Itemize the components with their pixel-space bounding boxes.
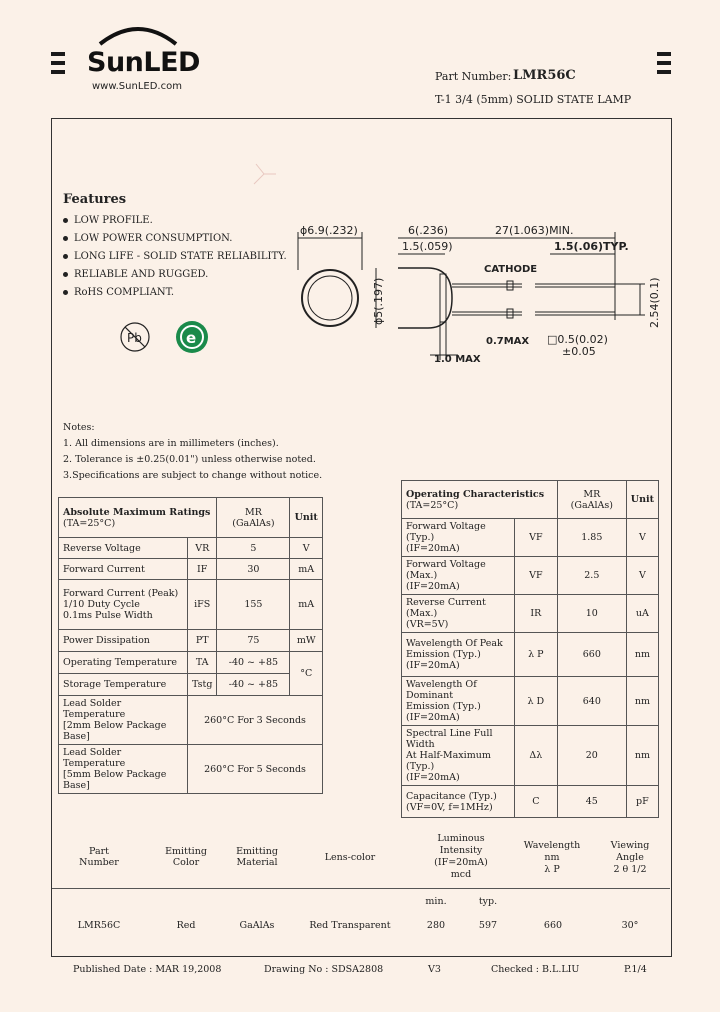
corner-bar [657, 52, 671, 56]
param-line: 0.1ms Pulse Width [63, 610, 153, 621]
note-line: 2. Tolerance is ±0.25(0.01") unless otherwise noted. [63, 454, 316, 465]
dimension-drawing [290, 210, 670, 370]
corner-bar [657, 61, 671, 65]
value-cell: 155 [217, 580, 290, 630]
param-line: (IF=20mA) [406, 772, 460, 783]
value-cell: 260°C For 3 Seconds [188, 696, 323, 745]
product-part: LMR56C [77, 920, 121, 931]
col-mr: MR [583, 488, 601, 500]
table-row [402, 519, 659, 557]
dim-flange: 1.5(.059) [402, 240, 453, 253]
dim-pitch: 2.54(0.1) [648, 277, 661, 328]
header-line: Color [172, 857, 200, 868]
dim-length: 6(.236) [408, 224, 449, 237]
unit-cell: °C [290, 652, 323, 696]
header-line: λ P [544, 864, 560, 875]
table-row [59, 652, 323, 674]
param-line: Forward Current (Peak) [63, 588, 179, 599]
param-line: Wavelength Of Peak [406, 638, 503, 649]
param-line: (IF=20mA) [406, 543, 460, 554]
header-line: Intensity [439, 845, 483, 856]
symbol-cell: iFS [188, 580, 217, 630]
logo-arc-icon [98, 22, 178, 46]
symbol-cell: Tstg [188, 674, 217, 696]
col-mr: MR [244, 506, 262, 518]
header-line: Viewing [610, 840, 650, 851]
param-line: Capacitance (Typ.) [406, 790, 497, 802]
param-line: Wavelength Of Dominant [406, 679, 477, 701]
table-row [402, 633, 659, 677]
product-header-part [70, 846, 128, 868]
dim-lead-square: □0.5(0.02) [547, 333, 608, 346]
unit-cell: mW [290, 630, 323, 652]
part-number-label: Part Number: [435, 70, 512, 83]
param-line: Forward Voltage (Typ.) [406, 521, 486, 543]
param-cell: Reverse Voltage [59, 538, 188, 559]
param-cell: Power Dissipation [59, 630, 188, 652]
op-char-title-cell [402, 481, 558, 519]
param-cell [59, 745, 188, 794]
unit-cell: nm [626, 677, 658, 726]
table-row [59, 674, 323, 696]
product-lens: Red Transparent [309, 920, 391, 931]
param-line: 1/10 Duty Cycle [63, 599, 140, 610]
feature-item: LOW POWER CONSUMPTION. [63, 233, 287, 244]
param-line: (VF=0V, f=1MHz) [406, 801, 493, 813]
product-wavelength: 660 [543, 920, 563, 931]
param-line: Emission (Typ.) [406, 649, 481, 660]
op-char-col-unit: Unit [626, 481, 658, 519]
value-cell: 640 [557, 677, 626, 726]
param-line: (IF=20mA) [406, 581, 460, 592]
table-row [402, 726, 659, 786]
unit-cell: V [626, 519, 658, 557]
value-cell: 45 [557, 786, 626, 818]
feature-item: RoHS COMPLIANT. [63, 287, 287, 298]
abs-max-title: Absolute Maximum Ratings [63, 506, 211, 518]
header-line: Emitting [165, 846, 207, 857]
op-char-title: Operating Characteristics [406, 488, 545, 500]
table-row [59, 559, 323, 580]
corner-bar [51, 52, 65, 56]
dim-lead-length: 27(1.063)MIN. [495, 224, 574, 237]
published-date: Published Date : MAR 19,2008 [73, 964, 222, 975]
header-line: Wavelength [523, 840, 581, 851]
note-line: 3.Specifications are subject to change without notice. [63, 470, 323, 481]
abs-max-col-unit: Unit [290, 498, 323, 538]
rohs-icon [175, 320, 209, 354]
symbol-cell: Δλ [514, 726, 557, 786]
unit-cell: nm [626, 633, 658, 677]
features-title: Features [63, 192, 127, 207]
table-row [402, 557, 659, 595]
symbol-cell: PT [188, 630, 217, 652]
corner-bar [51, 61, 65, 65]
value-cell: 2.5 [557, 557, 626, 595]
param-line: Forward Voltage (Max.) [406, 559, 486, 581]
unit-cell: V [290, 538, 323, 559]
dim-body-diameter: ϕ5(.197) [372, 277, 385, 325]
param-line: Lead Solder Temperature [63, 698, 126, 720]
notes-title: Notes: [63, 422, 95, 433]
param-cell [402, 519, 515, 557]
abs-max-title-cell [59, 498, 217, 538]
header-line: Material [236, 857, 278, 868]
value-cell: -40 ~ +85 [217, 652, 290, 674]
notes [63, 420, 322, 484]
feature-item: RELIABLE AND RUGGED. [63, 269, 287, 280]
rohs-label: e [186, 329, 197, 347]
value-cell: -40 ~ +85 [217, 674, 290, 696]
unit-cell: pF [626, 786, 658, 818]
param-line: (IF=20mA) [406, 712, 460, 723]
op-char-col-mr [557, 481, 626, 519]
checked-by: Checked : B.L.LIU [491, 964, 580, 975]
logo-url: www.SunLED.com [92, 81, 182, 92]
value-cell: 75 [217, 630, 290, 652]
unit-cell: mA [290, 580, 323, 630]
value-cell: 1.85 [557, 519, 626, 557]
logo: SunLED [87, 47, 200, 78]
symbol-cell: VR [188, 538, 217, 559]
param-cell [402, 786, 515, 818]
table-row [59, 630, 323, 652]
value-cell: 260°C For 5 Seconds [188, 745, 323, 794]
feature-item: LONG LIFE - SOLID STATE RELIABILITY. [63, 251, 287, 262]
header-line: mcd [450, 869, 472, 880]
unit-cell: nm [626, 726, 658, 786]
product-header-luminous [425, 833, 497, 881]
param-line: Reverse Current (Max.) [406, 597, 486, 619]
value-cell: 30 [217, 559, 290, 580]
product-header-lens: Lens-color [324, 852, 376, 863]
table-row [402, 595, 659, 633]
symbol-cell: C [514, 786, 557, 818]
product-header-angle [598, 840, 662, 876]
dim-max: 1.0 MAX [434, 354, 481, 365]
unit-cell: V [626, 557, 658, 595]
part-number: LMR56C [513, 68, 576, 83]
param-cell: Forward Current [59, 559, 188, 580]
table-row [402, 677, 659, 726]
product-angle: 30° [621, 920, 639, 931]
param-line: Emission (Typ.) [406, 701, 481, 712]
param-line: (VR=5V) [406, 619, 449, 630]
param-line: Spectral Line Full Width [406, 728, 493, 750]
abs-max-subtitle: (TA=25°C) [63, 517, 116, 529]
symbol-cell: IF [188, 559, 217, 580]
features-list [63, 215, 287, 305]
abs-max-col-mr [217, 498, 290, 538]
param-cell [59, 696, 188, 745]
table-row [59, 580, 323, 630]
header-line: Luminous [437, 833, 485, 844]
param-line: [2mm Below Package Base] [63, 720, 167, 742]
header-line: Emitting [236, 846, 278, 857]
drawing-number: Drawing No : SDSA2808 [264, 964, 384, 975]
product-header-material [228, 846, 286, 868]
product-color: Red [176, 920, 196, 931]
product-header-wavelength [515, 840, 589, 876]
header-line: Angle [616, 852, 644, 863]
symbol-cell: VF [514, 557, 557, 595]
product-material: GaAlAs [239, 920, 275, 931]
pb-free-icon [118, 320, 152, 354]
watermark-icon [250, 160, 280, 188]
product-header-min: min. [425, 896, 447, 907]
param-line: [5mm Below Package Base] [63, 769, 167, 791]
header-line: Part [89, 846, 109, 857]
corner-bar [51, 70, 65, 74]
dim-lead-width: 0.7MAX [486, 336, 530, 347]
page-number: P.1/4 [624, 964, 647, 975]
header-line: Number [79, 857, 119, 868]
symbol-cell: λ P [514, 633, 557, 677]
header-line: nm [544, 852, 560, 863]
header-line: 2 θ 1/2 [613, 864, 647, 875]
symbol-cell: VF [514, 519, 557, 557]
value-cell: 20 [557, 726, 626, 786]
version: V3 [428, 964, 441, 975]
product-header-color [158, 846, 214, 868]
value-cell: 660 [557, 633, 626, 677]
abs-max-table [58, 497, 323, 794]
table-row [59, 745, 323, 794]
param-line: (IF=20mA) [406, 660, 460, 671]
cathode-label: CATHODE [484, 264, 538, 275]
product-min: 280 [426, 920, 446, 931]
param-cell: Storage Temperature [59, 674, 188, 696]
dim-diameter: ϕ6.9(.232) [300, 224, 358, 237]
symbol-cell: λ D [514, 677, 557, 726]
param-cell [402, 595, 515, 633]
unit-cell: uA [626, 595, 658, 633]
pb-label: Pb [127, 331, 142, 345]
note-line: 1. All dimensions are in millimeters (inches). [63, 438, 279, 449]
unit-cell: mA [290, 559, 323, 580]
op-char-subtitle: (TA=25°C) [406, 499, 459, 511]
table-row [59, 696, 323, 745]
product-divider [52, 888, 670, 889]
param-cell [402, 677, 515, 726]
value-cell: 10 [557, 595, 626, 633]
symbol-cell: IR [514, 595, 557, 633]
table-row [59, 538, 323, 559]
dim-flange-typ: 1.5(.06)TYP. [554, 240, 629, 253]
dim-tolerance: ±0.05 [562, 345, 596, 358]
param-cell [402, 726, 515, 786]
header-line: (IF=20mA) [434, 857, 488, 868]
param-line: Lead Solder Temperature [63, 747, 126, 769]
param-cell [402, 633, 515, 677]
part-description: T-1 3/4 (5mm) SOLID STATE LAMP [435, 93, 632, 106]
col-material: (GaAlAs) [232, 517, 275, 529]
corner-bar [657, 70, 671, 74]
param-cell [59, 580, 188, 630]
product-header-typ: typ. [478, 896, 498, 907]
op-char-table [401, 480, 659, 818]
param-line: At Half-Maximum (Typ.) [406, 750, 491, 772]
param-cell [402, 557, 515, 595]
table-row [402, 786, 659, 818]
col-material: (GaAlAs) [570, 499, 613, 511]
param-cell: Operating Temperature [59, 652, 188, 674]
product-typ: 597 [478, 920, 498, 931]
symbol-cell: TA [188, 652, 217, 674]
value-cell: 5 [217, 538, 290, 559]
feature-item: LOW PROFILE. [63, 215, 287, 226]
